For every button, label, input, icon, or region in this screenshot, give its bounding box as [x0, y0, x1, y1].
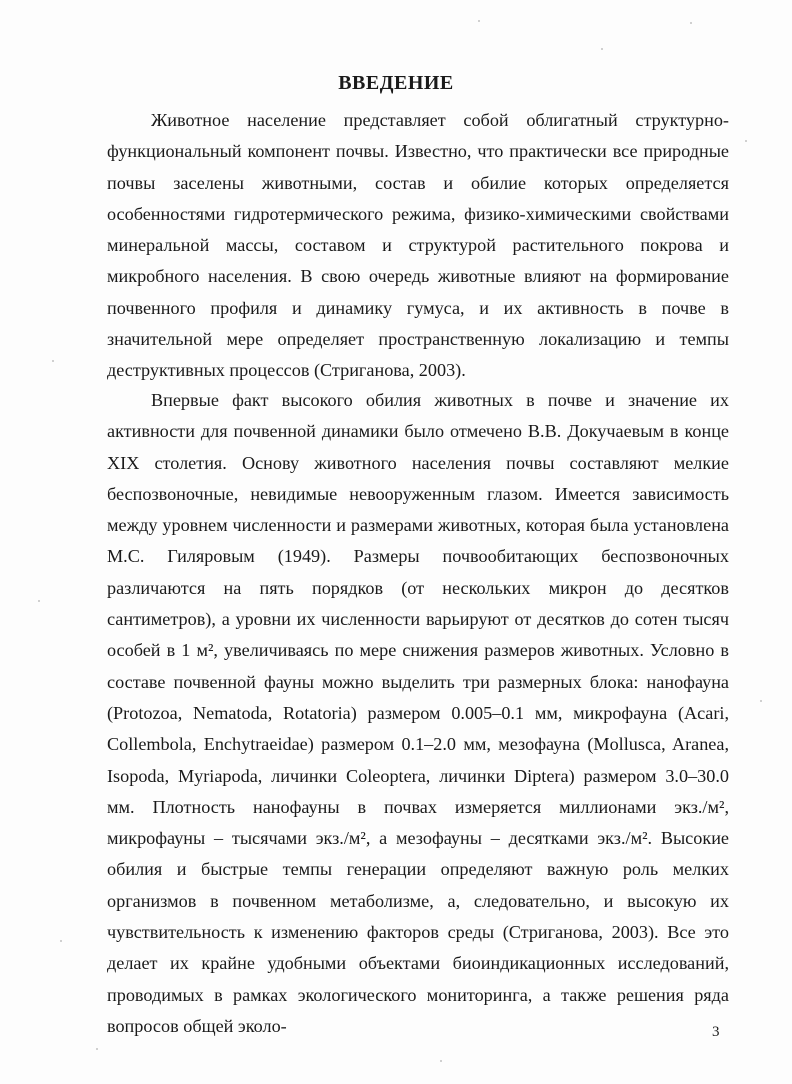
scan-speck [478, 20, 480, 22]
scan-speck [52, 360, 54, 362]
page-number: 3 [712, 1024, 720, 1040]
scan-speck [440, 1060, 442, 1062]
scan-speck [745, 140, 747, 142]
paragraph-2: Впервые факт высокого обилия животных в почве и значение их активности для почвенной динамики было отмечено В.В. Докучаевым в конце XIX столетия. Основу животного населения почвы составляют мелкие беспозвоночные, невидимые невооруженным глазом. Имеется зависимость между уровнем численности и размерами животных, которая была установлена М.С. Гиляровым (1949). Размеры почвообитающих беспозвоночных различаются на пять порядков (от нескольких микрон до десятков сантиметров), а уровни их численности варьируют от десятков до сотен тысяч особей в 1 м², увеличиваясь по мере снижения размеров животных. Условно в составе почвенной фауны можно выделить три размерных блока: нанофауна (Protozoa, Nematoda, Rotatoria) размером 0.005–0.1 мм, микрофауна (Acari, Collembola, Enchytraeidae) размером 0.1–2.0 мм, мезофауна (Mollusca, Aranea, Isopoda, Myriapoda, личинки Coleoptera, личинки Diptera) размером 3.0–30.0 мм. Плотность нанофауны в почвах измеряется миллионами экз./м², микрофауны – тысячами экз./м², а мезофауны – десятками экз./м². Высокие обилия и быстрые темпы генерации определяют важную роль мелких организмов в почвенном метаболизме, а, следовательно, и высокую их чувствительность к изменению факторов среды (Стриганова, 2003). Все это делает их крайне удобными объектами биоиндикационных исследований, проводимых в рамках экологического мониторинга, а также решения ряда вопросов общей эколо- [107, 390, 729, 1036]
scan-speck [601, 48, 603, 50]
scan-speck [38, 600, 40, 602]
scan-speck [60, 940, 62, 942]
page-title: ВВЕДЕНИЕ [338, 72, 454, 94]
paragraph-1: Животное население представляет собой облигатный структурно-функциональный компонент почвы. Известно, что практически все природные почвы заселены животными, состав и обилие которых определяется особенностями гидротермического режима, физико-химическими свойствами минеральной массы, составом и структурой растительного покрова и микробного населения. В свою очередь животные влияют на формирование почвенного профиля и динамику гумуса, и их активность в почве в значительной мере определяет пространственную локализацию и темпы деструктивных процессов (Стриганова, 2003). [107, 110, 729, 381]
scan-speck [96, 1048, 98, 1050]
scan-speck [760, 700, 762, 702]
scan-speck [690, 22, 692, 24]
